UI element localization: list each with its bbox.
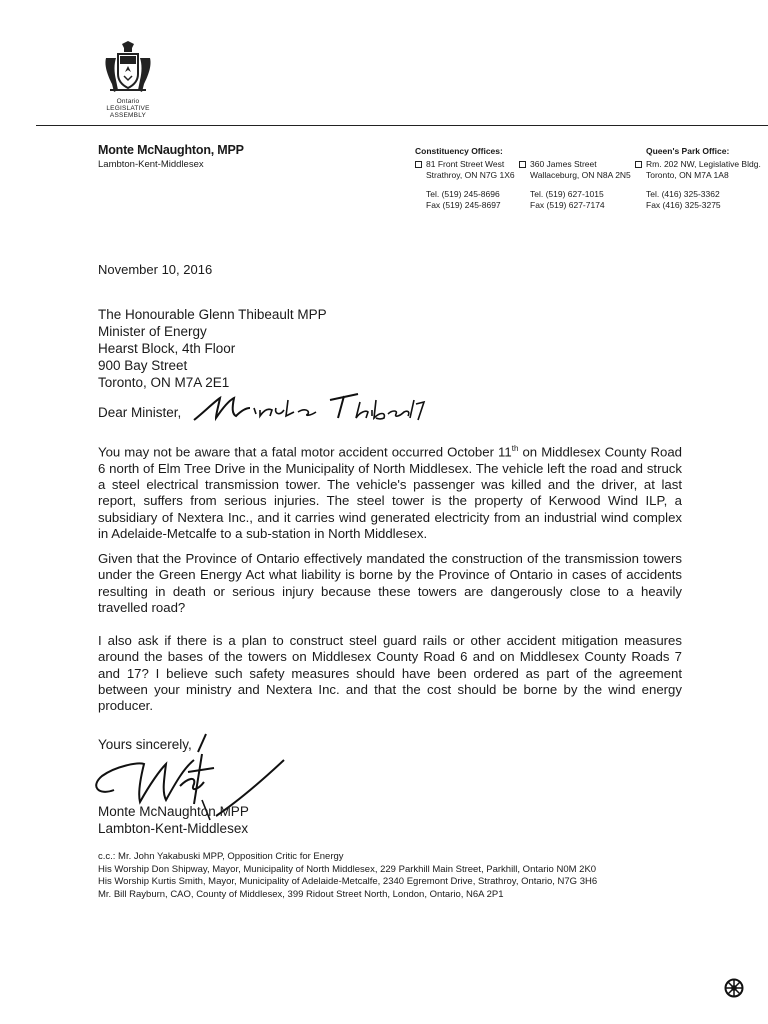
checkbox-icon: [635, 161, 642, 168]
closing: Yours sincerely,: [98, 737, 192, 752]
office-fax: Fax (519) 245-8697: [426, 200, 501, 210]
addressee-line: Hearst Block, 4th Floor: [98, 341, 236, 356]
office-address: 81 Front Street West: [426, 159, 505, 169]
office-address: Rm. 202 NW, Legislative Bldg.: [646, 159, 761, 169]
addressee-line: The Honourable Glenn Thibeault MPP: [98, 307, 327, 322]
office-wallaceburg: [519, 159, 631, 211]
handwritten-salutation-signature: [190, 382, 430, 432]
assembly-line: Ontario: [116, 98, 140, 105]
signer-name: Monte McNaughton MPP: [98, 804, 249, 819]
cc-list: [98, 851, 597, 901]
paragraph-text: You may not be aware that a fatal motor accident occurred October 11: [98, 444, 512, 460]
addressee-line: Toronto, ON M7A 2E1: [98, 375, 230, 390]
letterhead-rule: [36, 125, 768, 126]
office-city: Strathroy, ON N7G 1X6: [426, 170, 515, 180]
letter-date: November 10, 2016: [98, 262, 213, 277]
ontario-crest: [98, 40, 158, 119]
checkbox-icon: [519, 161, 526, 168]
signer-block: [98, 803, 249, 837]
constituency-heading: Constituency Offices:: [415, 146, 503, 156]
assembly-line: LEGISLATIVE: [106, 105, 150, 112]
addressee-block: [98, 306, 327, 391]
office-tel: Tel. (519) 627-1015: [530, 189, 604, 199]
salutation: Dear Minister,: [98, 405, 182, 420]
office-queens-park: [635, 146, 761, 211]
office-fax: Fax (519) 627-7174: [530, 200, 605, 210]
cc-line: Mr. Bill Rayburn, CAO, County of Middlesex, 399 Ridout Street North, London, Ontario, N6A 2P1: [98, 888, 504, 900]
mpp-name: Monte McNaughton, MPP: [98, 143, 244, 157]
office-city: Toronto, ON M7A 1A8: [646, 170, 729, 180]
office-tel: Tel. (416) 325-3362: [646, 189, 720, 199]
cc-line: His Worship Kurtis Smith, Mayor, Municipality of Adelaide-Metcalfe, 2340 Egremont Drive, Strathroy, Ontario, N7G 3H6: [98, 876, 598, 887]
office-tel: Tel. (519) 245-8696: [426, 189, 500, 199]
addressee-line: 900 Bay Street: [98, 358, 188, 373]
office-city: Wallaceburg, ON N8A 2N5: [530, 170, 631, 180]
office-strathroy: [415, 146, 515, 211]
cc-line: c.c.: Mr. John Yakabuski MPP, Opposition Critic for Energy: [98, 851, 344, 862]
signer-riding: Lambton-Kent-Middlesex: [98, 821, 249, 836]
assembly-label: [98, 98, 158, 119]
union-bug-icon: [724, 978, 744, 998]
mpp-block: [98, 143, 244, 170]
body-paragraph: [98, 441, 682, 542]
body-paragraph: I also ask if there is a plan to construct steel guard rails or other accident mitigation measures around the bases of the towers on Middlesex County Road 6 and on Middlesex County Roads 7 and 17? I believe such safety measures should have been ordered as part of the agreement between your ministry and Nextera Inc. and that the cost should be borne by the wind energy producer.: [98, 633, 682, 714]
ontario-coat-of-arms-icon: [100, 40, 156, 96]
assembly-line: ASSEMBLY: [109, 112, 147, 119]
body-paragraph: Given that the Province of Ontario effectively mandated the construction of the transmission towers under the Green Energy Act what liability is borne by the Province of Ontario in cases of accidents resulting in death or serious injury because these towers are dangerously close to a heavily travelled road?: [98, 551, 682, 615]
office-address: 360 James Street: [530, 159, 597, 169]
addressee-line: Minister of Energy: [98, 324, 207, 339]
queens-park-heading: Queen's Park Office:: [646, 146, 730, 156]
cc-line: His Worship Don Shipway, Mayor, Municipality of North Middlesex, 229 Parkhill Main Street, Parkhill, Ontario N0M 2K0: [98, 863, 597, 875]
paragraph-text: on Middlesex County Road 6 north of Elm Tree Drive in the Municipality of North Middlesex. The vehicle left the road and struck a steel electrical transmission tower. The vehicle's passenger was killed and the driver, at last report, suffers from serious injuries. The steel tower is the property of Kerwood Wind ILP, a subsidiary of Nextera Inc., and it carries wind generated electricity from an industrial wind complex in Adelaide-Metcalfe to a sub-station in North Middlesex.: [98, 444, 682, 541]
ordinal-suffix: th: [511, 444, 519, 453]
checkbox-icon: [415, 161, 422, 168]
office-fax: Fax (416) 325-3275: [646, 200, 721, 210]
mpp-riding: Lambton-Kent-Middlesex: [98, 159, 204, 170]
